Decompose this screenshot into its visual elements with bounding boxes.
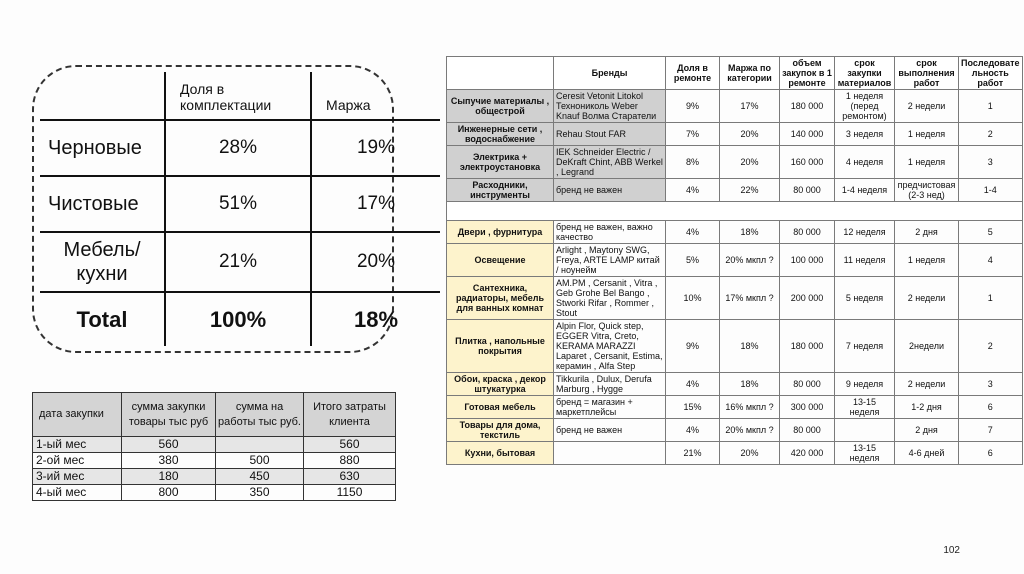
- table-row: [447, 320, 1023, 373]
- catalog-cell: Arlight , Maytony SWG, Freya, ARTE LAMP китай / ноунейм: [554, 244, 666, 277]
- catalog-cell: 6: [959, 442, 1023, 465]
- table-row: [33, 469, 396, 485]
- table-row: [447, 244, 1023, 277]
- catalog-cell: 16% мкпл ?: [720, 396, 780, 419]
- catalog-cell: 2: [959, 320, 1023, 373]
- catalog-cell: 20%: [720, 442, 780, 465]
- purchases-cell: 350: [216, 485, 304, 501]
- catalog-cell: 300 000: [780, 396, 835, 419]
- catalog-cell: предчистовая (2-3 нед): [895, 179, 959, 202]
- catalog-cell: 17%: [720, 90, 780, 123]
- catalog-cell: [835, 419, 895, 442]
- catalog-cell: 9 неделя: [835, 373, 895, 396]
- summary-table: [40, 72, 440, 346]
- catalog-cell: 1: [959, 90, 1023, 123]
- summary-row-share: 28%: [165, 120, 311, 176]
- summary-header-share: Доля в комплектации: [165, 72, 311, 120]
- purchases-cell: 880: [304, 453, 396, 469]
- purchases-header: дата закупки: [33, 393, 122, 437]
- purchases-cell: 560: [304, 437, 396, 453]
- catalog-cell: Бренды: [554, 57, 666, 90]
- summary-row-label: Чистовые: [48, 193, 139, 215]
- catalog-cell: Rehau Stout FAR: [554, 123, 666, 146]
- table-row: [447, 123, 1023, 146]
- catalog-cell: 160 000: [780, 146, 835, 179]
- catalog-category: Товары для дома, текстиль: [447, 419, 554, 442]
- catalog-cell: 3: [959, 373, 1023, 396]
- catalog-cell: срок выполнения работ: [895, 57, 959, 90]
- catalog-cell: 2 дня: [895, 419, 959, 442]
- table-row: [447, 419, 1023, 442]
- purchases-cell: 630: [304, 469, 396, 485]
- catalog-category: Кухни, бытовая: [447, 442, 554, 465]
- purchases-cell: 180: [122, 469, 216, 485]
- catalog-cell: Tikkurila , Dulux, Derufa Marburg , Hygge: [554, 373, 666, 396]
- catalog-cell: 80 000: [780, 179, 835, 202]
- catalog-cell: 6: [959, 396, 1023, 419]
- catalog-cell: 5 неделя: [835, 277, 895, 320]
- catalog-cell: 100 000: [780, 244, 835, 277]
- catalog-cell: 4%: [666, 419, 720, 442]
- catalog-cell: Маржа по категории: [720, 57, 780, 90]
- table-row: [447, 442, 1023, 465]
- table-row: [447, 179, 1023, 202]
- catalog-cell: 1-4: [959, 179, 1023, 202]
- table-row: [447, 146, 1023, 179]
- catalog-cell: 11 неделя: [835, 244, 895, 277]
- catalog-category: [447, 57, 554, 90]
- catalog-cell: 3: [959, 146, 1023, 179]
- catalog-cell: 9%: [666, 320, 720, 373]
- catalog-cell: 5%: [666, 244, 720, 277]
- table-row: [447, 373, 1023, 396]
- catalog-cell: бренд не важен, важно качество: [554, 221, 666, 244]
- catalog-cell: 17% мкпл ?: [720, 277, 780, 320]
- catalog-cell: 80 000: [780, 373, 835, 396]
- table-row: [447, 221, 1023, 244]
- catalog-category: Обои, краска , декор штукатурка: [447, 373, 554, 396]
- catalog-cell: 20% мкпл ?: [720, 419, 780, 442]
- catalog-category: Расходники, инструменты: [447, 179, 554, 202]
- summary-row-label: Мебель/ кухни: [63, 239, 141, 285]
- catalog-cell: [554, 442, 666, 465]
- catalog-cell: 2 дня: [895, 221, 959, 244]
- purchases-cell: 380: [122, 453, 216, 469]
- catalog-category: Сантехника, радиаторы, мебель для ванных комнат: [447, 277, 554, 320]
- catalog-cell: 5: [959, 221, 1023, 244]
- table-row: [33, 453, 396, 469]
- catalog-cell: 4 неделя: [835, 146, 895, 179]
- catalog-category: Сыпучие материалы , общестрой: [447, 90, 554, 123]
- catalog-cell: 18%: [720, 320, 780, 373]
- summary-row-margin: 20%: [311, 232, 440, 292]
- summary-row-share: 21%: [165, 232, 311, 292]
- catalog-separator: [447, 202, 1023, 221]
- catalog-cell: срок закупки материалов: [835, 57, 895, 90]
- catalog-cell: Последовате льность работ: [959, 57, 1023, 90]
- table-row: [33, 485, 396, 501]
- table-row: [447, 57, 1023, 90]
- purchases-cell: 2-ой мес: [33, 453, 122, 469]
- catalog-cell: 2 недели: [895, 277, 959, 320]
- catalog-cell: бренд не важен: [554, 419, 666, 442]
- catalog-cell: 20%: [720, 146, 780, 179]
- catalog-category: Электрика + электроустановка: [447, 146, 554, 179]
- purchases-cell: 1-ый мес: [33, 437, 122, 453]
- catalog-cell: 12 неделя: [835, 221, 895, 244]
- table-row: [33, 437, 396, 453]
- summary-row-margin: 17%: [311, 176, 440, 232]
- catalog-cell: 18%: [720, 373, 780, 396]
- catalog-cell: 20% мкпл ?: [720, 244, 780, 277]
- purchases-cell: 800: [122, 485, 216, 501]
- catalog-table: [446, 56, 1023, 465]
- catalog-cell: 2: [959, 123, 1023, 146]
- catalog-category: Плитка , напольные покрытия: [447, 320, 554, 373]
- catalog-cell: 13-15 неделя: [835, 442, 895, 465]
- catalog-cell: 10%: [666, 277, 720, 320]
- purchases-cell: [216, 437, 304, 453]
- purchases-cell: 4-ый мес: [33, 485, 122, 501]
- catalog-category: Двери , фурнитура: [447, 221, 554, 244]
- table-row: [447, 396, 1023, 419]
- purchases-table: [32, 392, 396, 501]
- summary-row-share: 51%: [165, 176, 311, 232]
- catalog-cell: объем закупок в 1 ремонте: [780, 57, 835, 90]
- catalog-cell: 1: [959, 277, 1023, 320]
- catalog-cell: 80 000: [780, 419, 835, 442]
- catalog-cell: IEK Schneider Electric / DeKraft Chint, ABB Werkel , Legrand: [554, 146, 666, 179]
- catalog-body: [447, 57, 1023, 465]
- summary-row-label: Черновые: [48, 137, 142, 159]
- catalog-cell: 2недели: [895, 320, 959, 373]
- summary-total-margin: 18%: [311, 292, 440, 346]
- purchases-cell: 3-ий мес: [33, 469, 122, 485]
- summary-total-share: 100%: [165, 292, 311, 346]
- purchases-header: Итого затраты клиента: [304, 393, 396, 437]
- catalog-cell: 140 000: [780, 123, 835, 146]
- catalog-cell: 80 000: [780, 221, 835, 244]
- catalog-cell: 1 неделя: [895, 123, 959, 146]
- summary-corner: [40, 72, 165, 120]
- catalog-cell: 8%: [666, 146, 720, 179]
- catalog-cell: 7%: [666, 123, 720, 146]
- catalog-cell: 1 неделя: [895, 146, 959, 179]
- catalog-cell: 18%: [720, 221, 780, 244]
- purchases-header: сумма на работы тыс руб.: [216, 393, 304, 437]
- catalog-cell: 7: [959, 419, 1023, 442]
- catalog-category: Инженерные сети , водоснабжение: [447, 123, 554, 146]
- purchases-body: [33, 437, 396, 501]
- catalog-cell: 180 000: [780, 320, 835, 373]
- table-row: [447, 90, 1023, 123]
- catalog-cell: 1-4 неделя: [835, 179, 895, 202]
- catalog-category: Готовая мебель: [447, 396, 554, 419]
- catalog-cell: 4: [959, 244, 1023, 277]
- purchases-cell: 1150: [304, 485, 396, 501]
- catalog-cell: 7 неделя: [835, 320, 895, 373]
- purchases-cell: 500: [216, 453, 304, 469]
- catalog-cell: 3 неделя: [835, 123, 895, 146]
- summary-header-margin: Маржа: [311, 72, 440, 120]
- purchases-cell: 450: [216, 469, 304, 485]
- catalog-cell: 200 000: [780, 277, 835, 320]
- purchases-cell: 560: [122, 437, 216, 453]
- summary-row-margin: 19%: [311, 120, 440, 176]
- catalog-cell: 1-2 дня: [895, 396, 959, 419]
- summary-total-label: Total: [76, 306, 128, 332]
- catalog-cell: 9%: [666, 90, 720, 123]
- catalog-cell: 180 000: [780, 90, 835, 123]
- catalog-cell: 13-15 неделя: [835, 396, 895, 419]
- catalog-cell: бренд не важен: [554, 179, 666, 202]
- table-row: [447, 277, 1023, 320]
- catalog-cell: 420 000: [780, 442, 835, 465]
- catalog-cell: 4-6 дней: [895, 442, 959, 465]
- page-number: 102: [943, 545, 960, 556]
- purchases-header: сумма закупки товары тыс руб: [122, 393, 216, 437]
- catalog-cell: 4%: [666, 221, 720, 244]
- catalog-cell: 20%: [720, 123, 780, 146]
- catalog-cell: 21%: [666, 442, 720, 465]
- catalog-cell: 4%: [666, 179, 720, 202]
- catalog-cell: AM.PM , Cersanit , Vitra , Geb Grohe Bel Bango , Stworki Rifar , Rommer , Stout: [554, 277, 666, 320]
- catalog-cell: 2 недели: [895, 90, 959, 123]
- catalog-cell: 22%: [720, 179, 780, 202]
- catalog-category: Освещение: [447, 244, 554, 277]
- catalog-cell: 2 недели: [895, 373, 959, 396]
- catalog-cell: 4%: [666, 373, 720, 396]
- catalog-cell: Alpin Flor, Quick step, EGGER Vitra, Creto, KERAMA MARAZZI Laparet , Cersanit, Estima, керамин , Alfa Step: [554, 320, 666, 373]
- catalog-cell: 1 неделя (перед ремонтом): [835, 90, 895, 123]
- catalog-cell: 1 неделя: [895, 244, 959, 277]
- catalog-cell: Ceresit Vetonit Litokol Технониколь Weber Knauf Волма Старатели: [554, 90, 666, 123]
- catalog-cell: Доля в ремонте: [666, 57, 720, 90]
- catalog-cell: 15%: [666, 396, 720, 419]
- catalog-cell: бренд = магазин + маркетплейсы: [554, 396, 666, 419]
